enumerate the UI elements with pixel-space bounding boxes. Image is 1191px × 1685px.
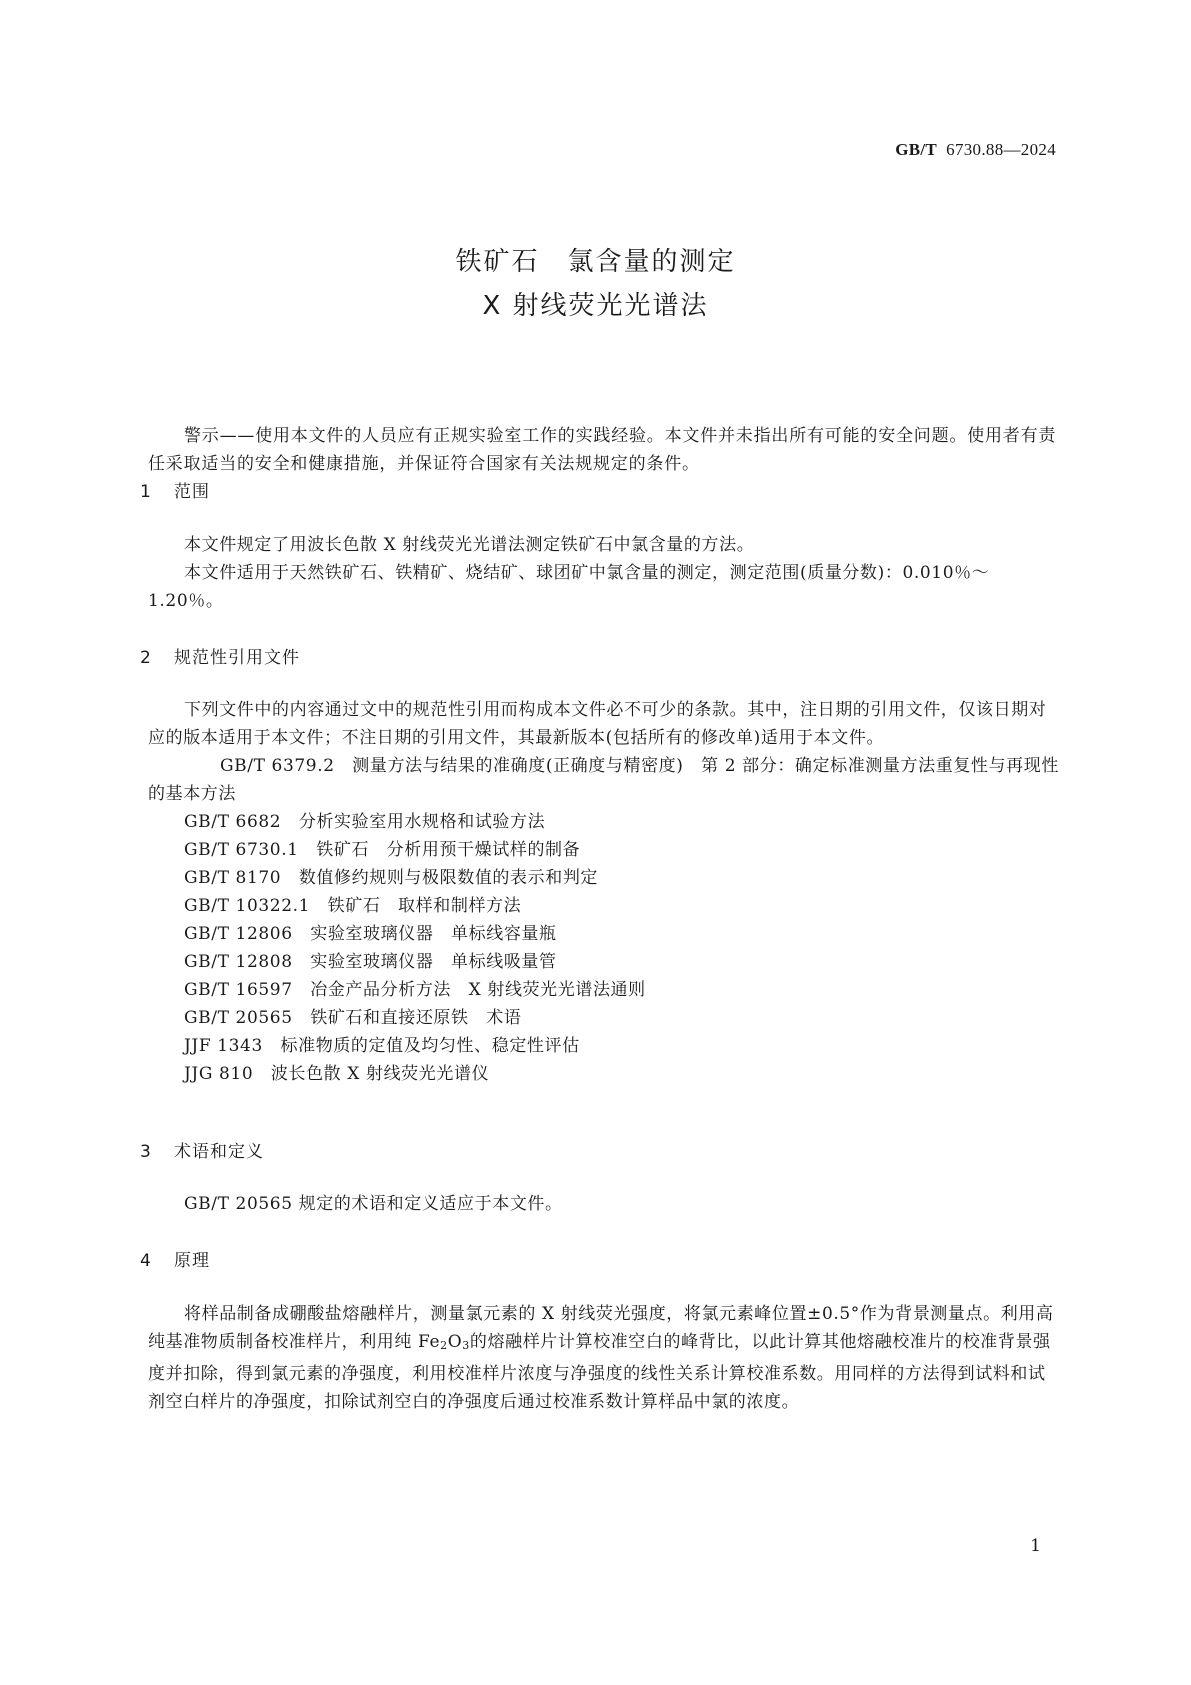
page-number: 1 — [1030, 1536, 1041, 1556]
section-title: 原理 — [174, 1251, 210, 1271]
section-title: 范围 — [174, 482, 210, 502]
reference-title: 实验室玻璃仪器 单标线容量瓶 — [310, 924, 557, 944]
reference-item — [148, 976, 1060, 1004]
reference-code: JJG 810 — [184, 1064, 254, 1084]
reference-title: 铁矿石和直接还原铁 术语 — [310, 1008, 522, 1028]
paragraph: GB/T 20565 规定的术语和定义适应于本文件。 — [184, 1194, 563, 1214]
document-title-line1: 铁矿石 氯含量的测定 — [455, 247, 736, 277]
reference-code: GB/T 6379.2 — [220, 756, 335, 776]
reference-item — [148, 836, 1060, 864]
reference-item — [148, 920, 1060, 948]
subscript-3: 3 — [462, 1339, 470, 1352]
reference-title: 标准物质的定值及均匀性、稳定性评估 — [280, 1036, 580, 1056]
paragraph — [148, 1300, 1060, 1416]
reference-item — [148, 752, 1060, 808]
reference-title: 数值修约规则与极限数值的表示和判定 — [298, 868, 599, 888]
paragraph: 本文件规定了用波长色散 X 射线荧光光谱法测定铁矿石中氯含量的方法。 — [184, 535, 755, 555]
standard-number: 6730.88—2024 — [946, 140, 1056, 159]
reference-code: GB/T 12806 — [184, 924, 293, 944]
section-1-body — [148, 531, 1060, 615]
oxygen-symbol: O — [447, 1332, 463, 1352]
reference-title: 波长色散 X 射线荧光光谱仪 — [270, 1064, 490, 1084]
reference-item — [148, 864, 1060, 892]
section-3-body — [148, 1190, 1060, 1218]
reference-title: 测量方法与结果的准确度(正确度与精密度) 第 2 部分：确定标准测量方法重复性与再现性的基本方法 — [148, 756, 1059, 804]
principle-text-part1: 将样品制备成硼酸盐熔融样片，测量氯元素的 X 射线荧光强度，将氯元素峰位置±0.5°作为背景测量点。利用高纯基准物质制备校准样片，利用纯 Fe — [148, 1304, 1054, 1352]
section-3-heading — [140, 1137, 264, 1162]
section-title: 术语和定义 — [174, 1142, 264, 1162]
section-number: 4 — [140, 1251, 152, 1271]
reference-code: GB/T 20565 — [184, 1008, 293, 1028]
section-number: 1 — [140, 482, 152, 502]
reference-item — [148, 892, 1060, 920]
reference-title: 实验室玻璃仪器 单标线吸量管 — [310, 952, 557, 972]
section-number: 2 — [140, 648, 152, 668]
warning-paragraph: 警示——使用本文件的人员应有正规实验室工作的实践经验。本文件并未指出所有可能的安全问题。使用者有责任采取适当的安全和健康措施，并保证符合国家有关法规规定的条件。 — [148, 426, 1057, 474]
reference-item — [148, 1032, 1060, 1060]
reference-title: 分析实验室用水规格和试验方法 — [298, 812, 546, 832]
reference-item — [148, 1060, 1060, 1088]
standard-identifier — [895, 140, 1056, 160]
reference-code: GB/T 10322.1 — [184, 896, 311, 916]
section-4-heading — [140, 1246, 210, 1271]
reference-title: 冶金产品分析方法 X 射线荧光光谱法通则 — [310, 980, 646, 1000]
principle-text-part2: 的熔融样片计算校准空白的峰背比，以此计算其他熔融校准片的校准背景强度并扣除，得到氯元素的净强度，利用校准样片浓度与净强度的线性关系计算校准系数。用同样的方法得到试料和试剂空白样片的净强度，扣除试剂空白的净强度后通过校准系数计算样品中氯的浓度。 — [148, 1332, 1051, 1412]
reference-code: GB/T 6682 — [184, 812, 282, 832]
reference-title: 铁矿石 分析用预干燥试样的制备 — [316, 840, 581, 860]
reference-code: GB/T 6730.1 — [184, 840, 299, 860]
reference-item — [148, 808, 1060, 836]
reference-item — [148, 948, 1060, 976]
section-1-heading — [140, 477, 210, 502]
section-title: 规范性引用文件 — [174, 648, 300, 668]
reference-code: JJF 1343 — [184, 1036, 263, 1056]
subscript-2: 2 — [440, 1339, 448, 1352]
section-2-heading — [140, 643, 300, 668]
reference-code: GB/T 8170 — [184, 868, 282, 888]
reference-code: GB/T 16597 — [184, 980, 293, 1000]
reference-list — [148, 752, 1060, 1088]
document-title-line2: X 射线荧光光谱法 — [482, 291, 709, 321]
reference-title: 铁矿石 取样和制样方法 — [327, 896, 522, 916]
reference-code: GB/T 12808 — [184, 952, 293, 972]
paragraph: 本文件适用于天然铁矿石、铁精矿、烧结矿、球团矿中氯含量的测定，测定范围(质量分数)：0.010％～1.20％。 — [148, 563, 990, 611]
standard-prefix: GB/T — [895, 140, 938, 159]
section-2-body — [148, 696, 1060, 1088]
section-number: 3 — [140, 1142, 152, 1162]
reference-item — [148, 1004, 1060, 1032]
section-4-body — [148, 1300, 1060, 1416]
paragraph: 下列文件中的内容通过文中的规范性引用而构成本文件必不可少的条款。其中，注日期的引用文件，仅该日期对应的版本适用于本文件；不注日期的引用文件，其最新版本(包括所有的修改单)适用于本文件。 — [148, 700, 1047, 748]
